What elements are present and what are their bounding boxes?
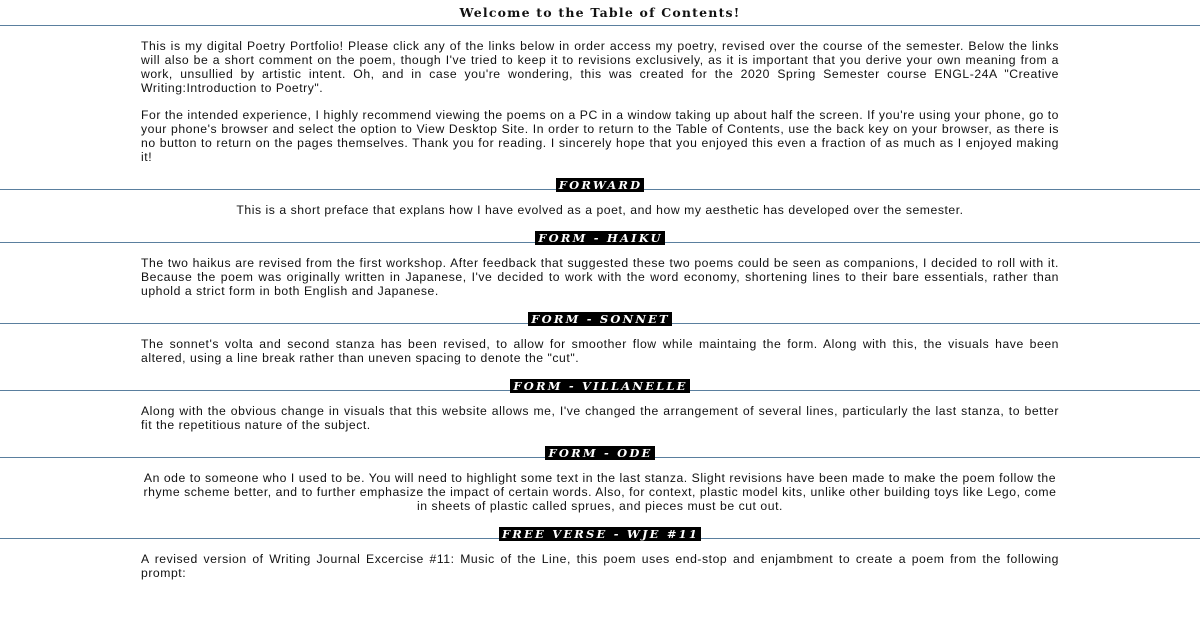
sonnet-link[interactable]: FORM - SONNET [528,312,672,326]
villanelle-link[interactable]: FORM - VILLANELLE [510,379,689,393]
haiku-comment: The two haikus are revised from the first workshop. After feedback that suggested these two poems could be seen as companions, I decided to roll with it. Because the poem was originally written in Japanese, I've decided to work with the word economy, shortening lines to their bare essentials, rather than uphold a strict form in both English and Japanese. [141,256,1059,298]
section-comment [141,539,1059,580]
forward-link[interactable]: FORWARD [556,178,645,192]
sonnet-comment: The sonnet's volta and second stanza has been revised, to allow for smoother flow while maintaing the form. Along with this, the visuals have been altered, using a line break rather than uneven spacing to denote the "cut". [141,337,1059,365]
intro-block [141,26,1059,164]
haiku-link[interactable]: FORM - HAIKU [535,231,664,245]
forward-comment: This is a short preface that explans how I have evolved as a poet, and how my aesthetic has developed over the semester. [236,203,964,217]
section-comment [141,243,1059,298]
section-comment [141,190,1059,217]
ode-comment: An ode to someone who I used to be. You will need to highlight some text in the last stanza. Slight revisions have been made to make the poem follow the rhyme scheme better, and to further emphasize the impact of certain words. Also, for context, plastic model kits, unlike other building toys like Lego, come in sheets of plastic called sprues, and pieces must be cut out. [143,471,1057,513]
section-comment [141,458,1059,513]
intro-paragraph: For the intended experience, I highly recommend viewing the poems on a PC in a window taking up about half the screen. If you're using your phone, go to your phone's browser and select the option to View Desktop Site. In order to return to the Table of Contents, use the back key on your browser, as there is no button to return on the pages themselves. Thank you for reading. I sincerely hope that you enjoyed this even a fraction of as much as I enjoyed making it! [141,108,1059,164]
free-verse-link[interactable]: FREE VERSE - WJE #11 [499,527,701,541]
page-title: Welcome to the Table of Contents! [459,5,741,20]
section-heading [0,164,1200,192]
section-heading [0,365,1200,393]
ode-link[interactable]: FORM - ODE [545,446,654,460]
section-heading [0,298,1200,326]
section-heading [0,217,1200,245]
section-heading [0,513,1200,541]
free-verse-comment: A revised version of Writing Journal Excercise #11: Music of the Line, this poem uses end-stop and enjambment to create a poem from the following prompt: [141,552,1059,580]
intro-paragraph: This is my digital Poetry Portfolio! Please click any of the links below in order access my poetry, revised over the course of the semester. Below the links will also be a short comment on the poem, though I've tried to keep it to revisions exclusively, as it is important that you derive your own meaning from a work, unsullied by artistic intent. Oh, and in case you're wondering, this was created for the 2020 Spring Semester course ENGL-24A "Creative Writing:Introduction to Poetry". [141,39,1059,95]
section-heading [0,432,1200,460]
villanelle-comment: Along with the obvious change in visuals that this website allows me, I've changed the arrangement of several lines, particularly the last stanza, to better fit the repetitious nature of the subject. [141,404,1059,432]
section-comment [141,324,1059,365]
section-comment [141,391,1059,432]
